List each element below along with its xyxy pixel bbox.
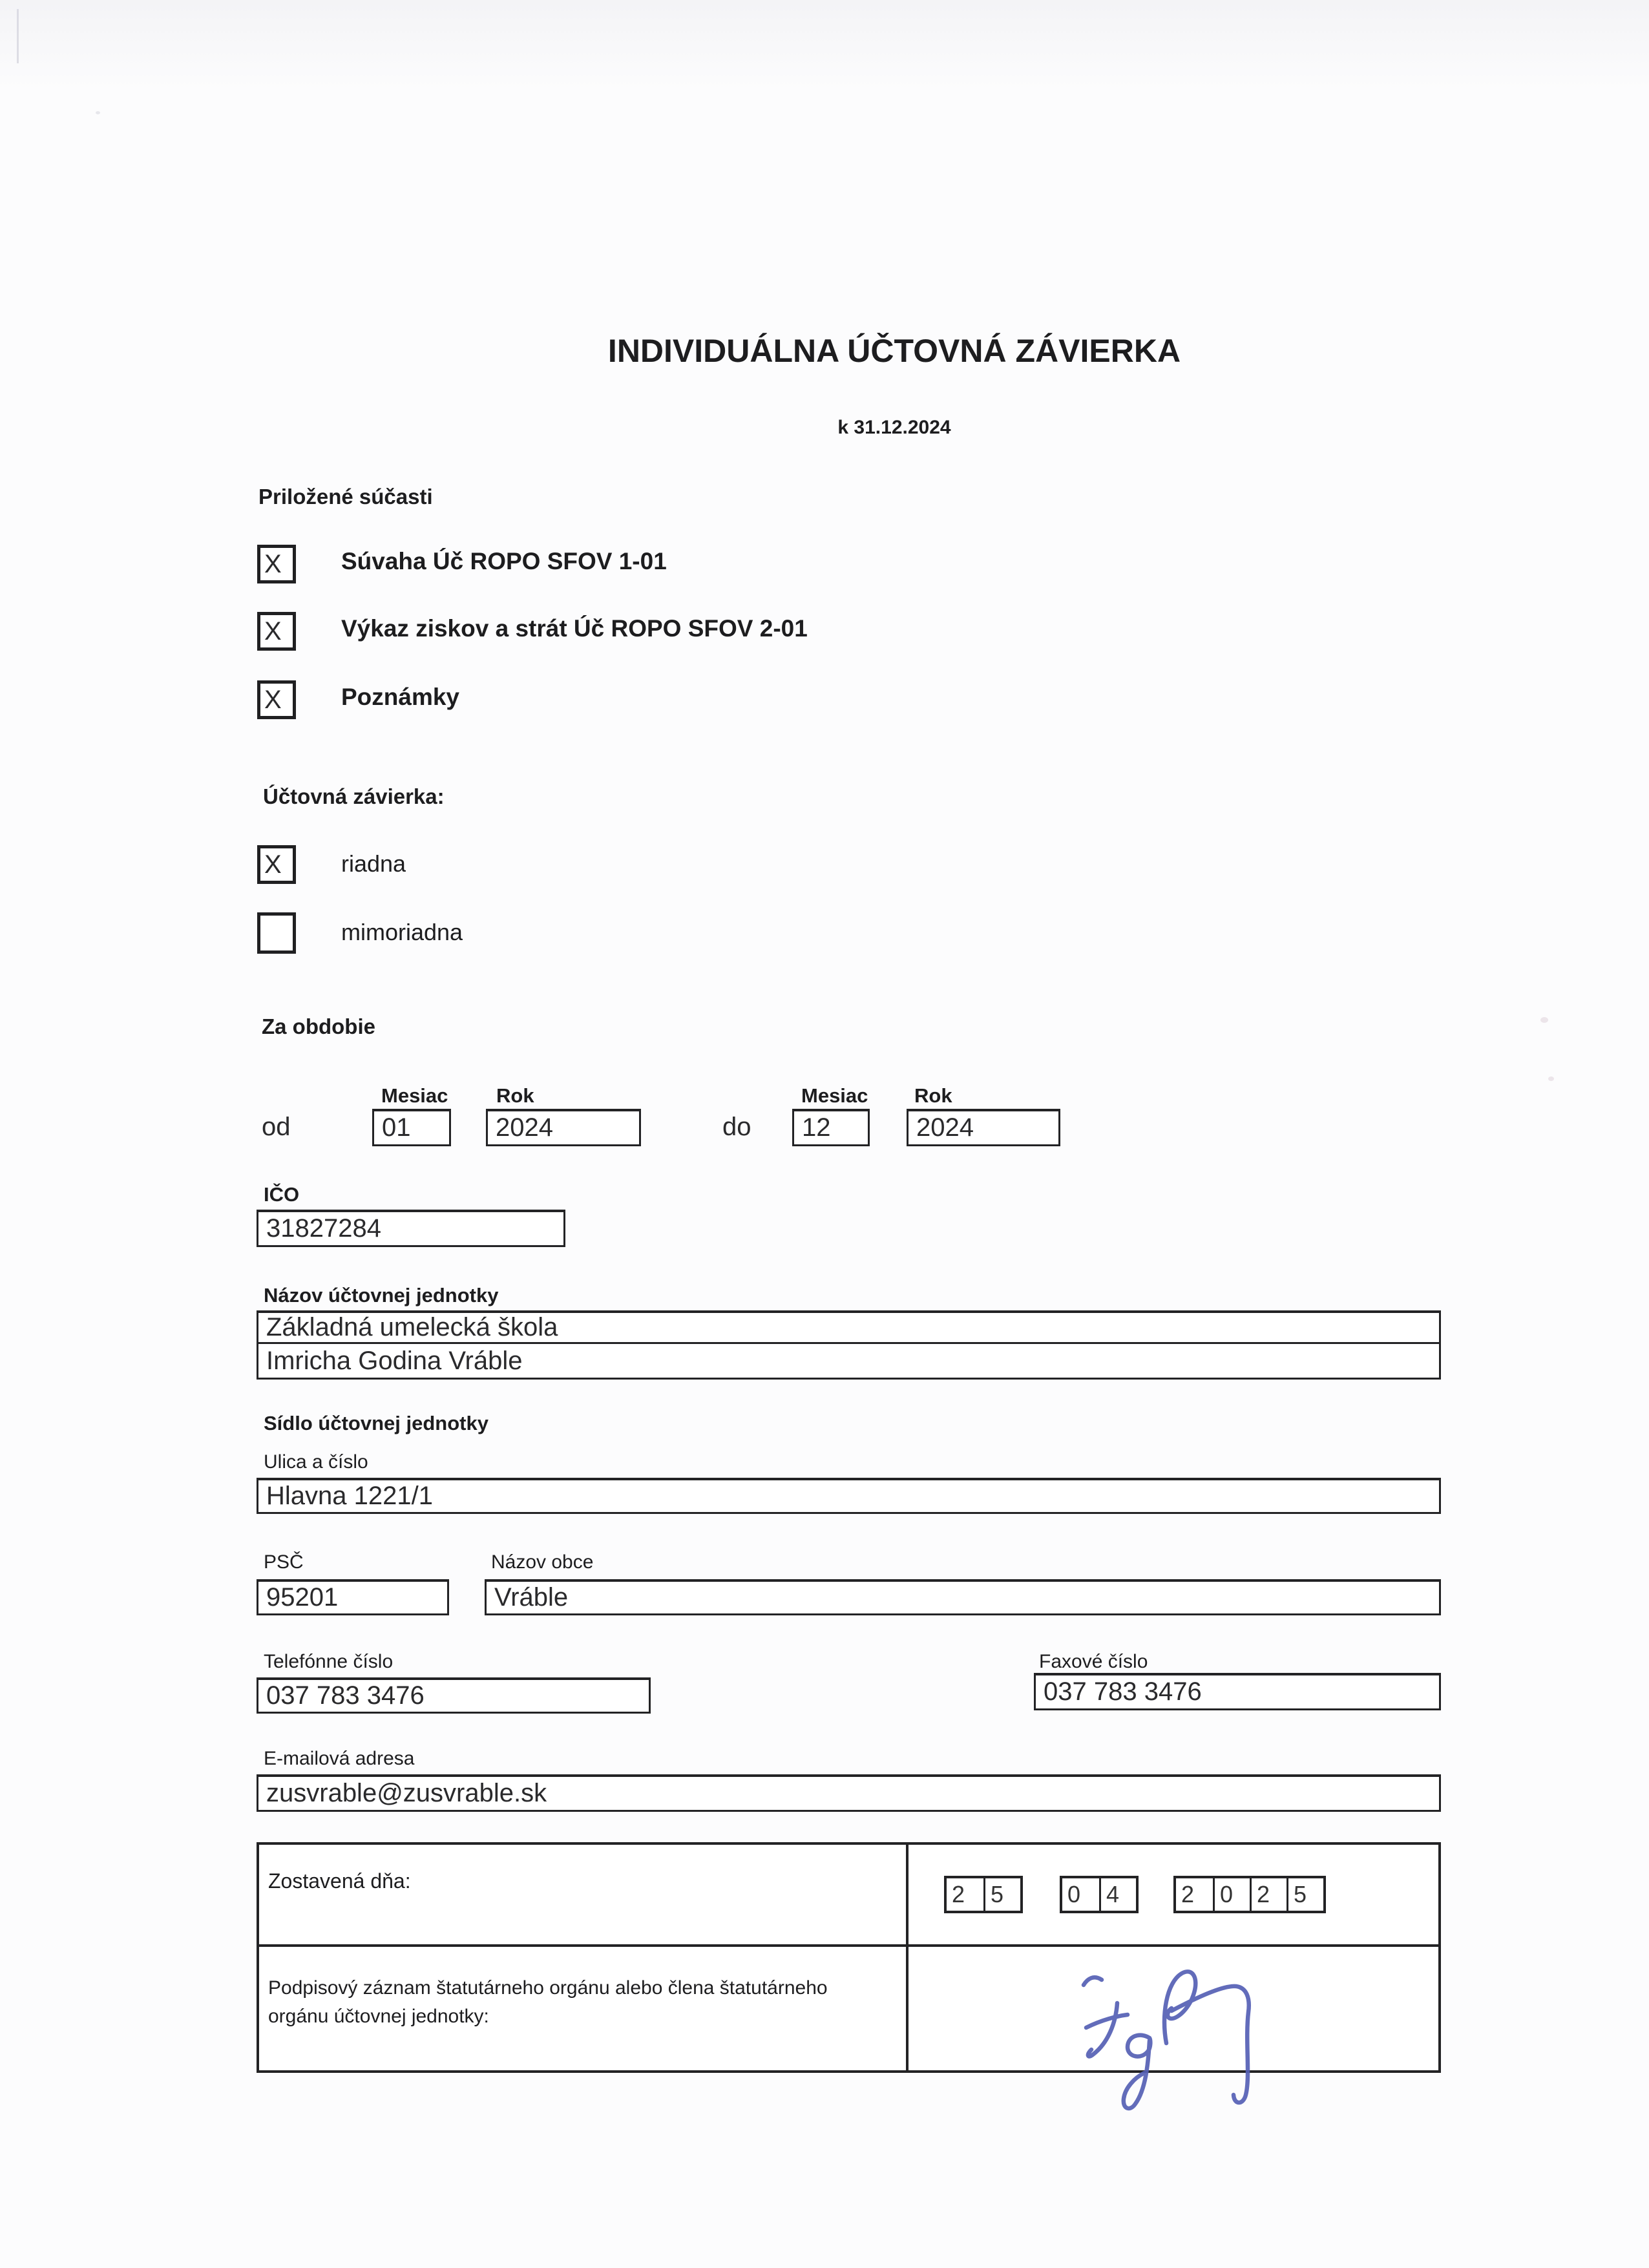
zip-label: PSČ <box>264 1551 304 1573</box>
address-heading: Sídlo účtovnej jednotky <box>264 1412 488 1434</box>
handwritten-signature <box>1069 1963 1308 2125</box>
closing-label-mimoriadna: mimoriadna <box>341 919 463 945</box>
phone-label: Telefónne číslo <box>264 1651 394 1672</box>
phone-value: 037 783 3476 <box>266 1681 425 1710</box>
date-digit-cell: 5 <box>983 1878 1020 1911</box>
attachment-checkbox-vykaz <box>257 612 296 651</box>
date-digit-cell: 2 <box>1181 1881 1195 1907</box>
entity-name-box-line2 <box>257 1342 1441 1380</box>
closing-label-riadna: riadna <box>341 850 406 877</box>
city-label: Názov obce <box>491 1551 594 1573</box>
attachment-checkbox-suvaha <box>257 545 296 583</box>
attachment-label-poznamky: Poznámky <box>341 684 460 710</box>
attachment-label-suvaha: Súvaha Úč ROPO SFOV 1-01 <box>341 548 667 574</box>
date-digit-cell: 0 <box>1067 1881 1081 1907</box>
period-from-month-label: Mesiac <box>381 1084 448 1107</box>
fax-label: Faxové číslo <box>1039 1651 1148 1672</box>
period-heading: Za obdobie <box>262 1014 375 1038</box>
street-label: Ulica a číslo <box>264 1451 368 1473</box>
email-label: E-mailová adresa <box>264 1748 415 1769</box>
closing-checkbox-riadna <box>257 845 296 884</box>
closing-checkbox-mimoriadna <box>257 912 296 954</box>
entity-name-line1: Základná umelecká škola <box>266 1313 558 1341</box>
table-vertical-divider <box>906 1845 909 2070</box>
scan-speck <box>1548 1076 1554 1081</box>
checkbox-x-mark: X <box>264 850 282 879</box>
entity-name-box-line1 <box>257 1310 1441 1344</box>
phone-box <box>257 1677 651 1714</box>
signature-statement-label: Podpisový záznam štatutárneho orgánu alebo člena štatutárneho orgánu účtovnej jednotky: <box>268 1977 828 2027</box>
compiled-date-year-group <box>1173 1876 1326 1913</box>
period-to-month-box <box>792 1109 870 1146</box>
closing-heading: Účtovná závierka: <box>263 784 445 808</box>
checkbox-x-mark: X <box>264 550 282 578</box>
period-to-label: do <box>722 1113 751 1141</box>
table-row-divider <box>259 1944 1438 1947</box>
period-from-month-value: 01 <box>382 1113 411 1142</box>
period-from-year-value: 2024 <box>496 1113 553 1142</box>
period-to-year-label: Rok <box>914 1084 952 1107</box>
period-from-month-box <box>372 1109 451 1146</box>
date-digit-cell: 4 <box>1099 1878 1136 1911</box>
ico-box <box>257 1210 565 1247</box>
period-to-month-value: 12 <box>802 1113 831 1142</box>
period-from-year-label: Rok <box>496 1084 534 1107</box>
date-digit-cell: 5 <box>1287 1878 1323 1911</box>
scan-speck <box>96 111 100 114</box>
date-digit-cell: 0 <box>1213 1878 1250 1911</box>
scan-edge-line <box>17 9 19 63</box>
date-digit-cell: 2 <box>1250 1878 1287 1911</box>
compiled-date-day-group <box>944 1876 1023 1913</box>
scan-speck <box>1540 1017 1548 1023</box>
email-box <box>257 1774 1441 1812</box>
entity-name-label: Názov účtovnej jednotky <box>264 1284 499 1307</box>
date-digit-cell: 2 <box>952 1881 965 1907</box>
attachment-checkbox-poznamky <box>257 680 296 719</box>
period-to-month-label: Mesiac <box>801 1084 868 1107</box>
email-value: zusvrable@zusvrable.sk <box>266 1779 547 1807</box>
zip-box <box>257 1579 449 1615</box>
page-date-line: k 31.12.2024 <box>837 417 951 438</box>
checkbox-x-mark: X <box>264 686 282 714</box>
city-value: Vráble <box>494 1583 569 1612</box>
attachment-label-vykaz: Výkaz ziskov a strát Úč ROPO SFOV 2-01 <box>341 615 808 642</box>
street-box <box>257 1478 1441 1514</box>
compiled-date-month-group <box>1060 1876 1139 1913</box>
checkbox-x-mark: X <box>264 617 282 646</box>
ico-label: IČO <box>264 1183 300 1206</box>
page-title: INDIVIDUÁLNA ÚČTOVNÁ ZÁVIERKA <box>607 333 1181 369</box>
period-to-year-box <box>907 1109 1060 1146</box>
entity-name-line2: Imricha Godina Vráble <box>266 1346 523 1375</box>
attachments-heading: Priložené súčasti <box>258 485 433 509</box>
fax-value: 037 783 3476 <box>1044 1677 1202 1706</box>
fax-box <box>1034 1673 1441 1710</box>
compiled-date-label: Zostavená dňa: <box>268 1869 411 1893</box>
period-from-label: od <box>262 1113 291 1141</box>
zip-value: 95201 <box>266 1583 339 1612</box>
period-to-year-value: 2024 <box>916 1113 974 1142</box>
period-from-year-box <box>486 1109 641 1146</box>
city-box <box>485 1579 1441 1615</box>
street-value: Hlavna 1221/1 <box>266 1482 433 1510</box>
ico-value: 31827284 <box>266 1214 381 1243</box>
